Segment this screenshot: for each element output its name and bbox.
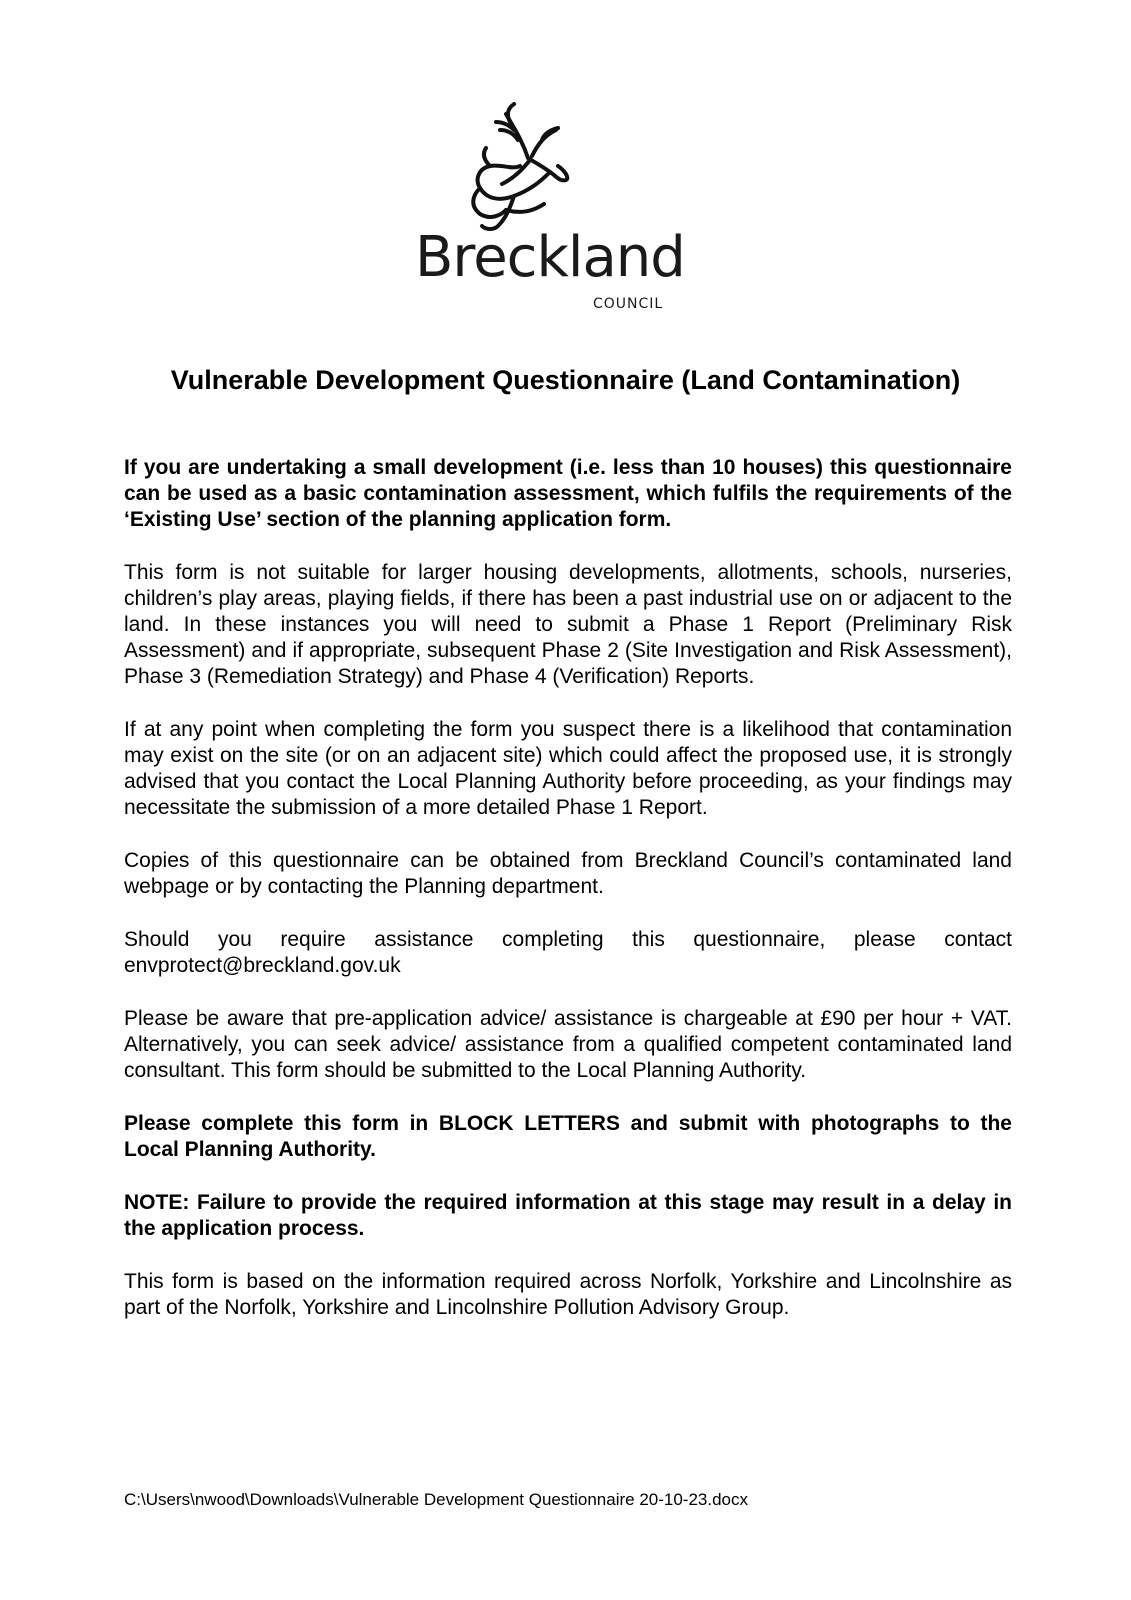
logo-wordmark: Breckland — [415, 225, 685, 290]
document-body — [124, 455, 1012, 1348]
footer-file-path: C:\Users\nwood\Downloads\Vulnerable Development Questionnaire 20-10-23.docx — [124, 1490, 748, 1509]
logo-subtitle: COUNCIL — [593, 296, 664, 312]
charges-paragraph: Please be aware that pre-application advice/ assistance is chargeable at £90 per hour + VAT. Alternatively, you can seek advice/ assistance from a qualified competent contaminated land consultant. This form should be submitted to the Local Planning Authority. — [124, 1007, 1012, 1082]
block-letters-paragraph: Please complete this form in BLOCK LETTERS and submit with photographs to the Local Planning Authority. — [124, 1112, 1012, 1161]
stag-icon — [410, 100, 610, 235]
intro-paragraph: If you are undertaking a small development (i.e. less than 10 houses) this questionnaire can be used as a basic contamination assessment, which fulfils the requirements of the ‘Existing Use’ section of the planning application form. — [124, 456, 1012, 531]
document-title: Vulnerable Development Questionnaire (Land Contamination) — [170, 365, 961, 395]
assistance-paragraph: Should you require assistance completing this questionnaire, please contact envprotect@breckland.gov.uk — [124, 928, 1012, 977]
copies-paragraph: Copies of this questionnaire can be obtained from Breckland Council’s contaminated land webpage or by contacting the Planning department. — [124, 849, 1012, 898]
basis-paragraph: This form is based on the information required across Norfolk, Yorkshire and Lincolnshire as part of the Norfolk, Yorkshire and Lincolnshire Pollution Advisory Group. — [124, 1270, 1012, 1319]
suitability-paragraph: This form is not suitable for larger housing developments, allotments, schools, nurseries, children’s play areas, playing fields, if there has been a past industrial use on or adjacent to the land. In these instances you will need to submit a Phase 1 Report (Preliminary Risk Assessment) and if appropriate, subsequent Phase 2 (Site Investigation and Risk Assessment), Phase 3 (Remediation Strategy) and Phase 4 (Verification) Reports. — [124, 561, 1012, 688]
note-paragraph: NOTE: Failure to provide the required information at this stage may result in a delay in the application process. — [124, 1191, 1012, 1240]
suspicion-paragraph: If at any point when completing the form you suspect there is a likelihood that contamination may exist on the site (or on an adjacent site) which could affect the proposed use, it is strongly advised that you contact the Local Planning Authority before proceeding, as your findings may necessitate the submission of a more detailed Phase 1 Report. — [124, 718, 1012, 819]
council-logo — [410, 100, 700, 320]
